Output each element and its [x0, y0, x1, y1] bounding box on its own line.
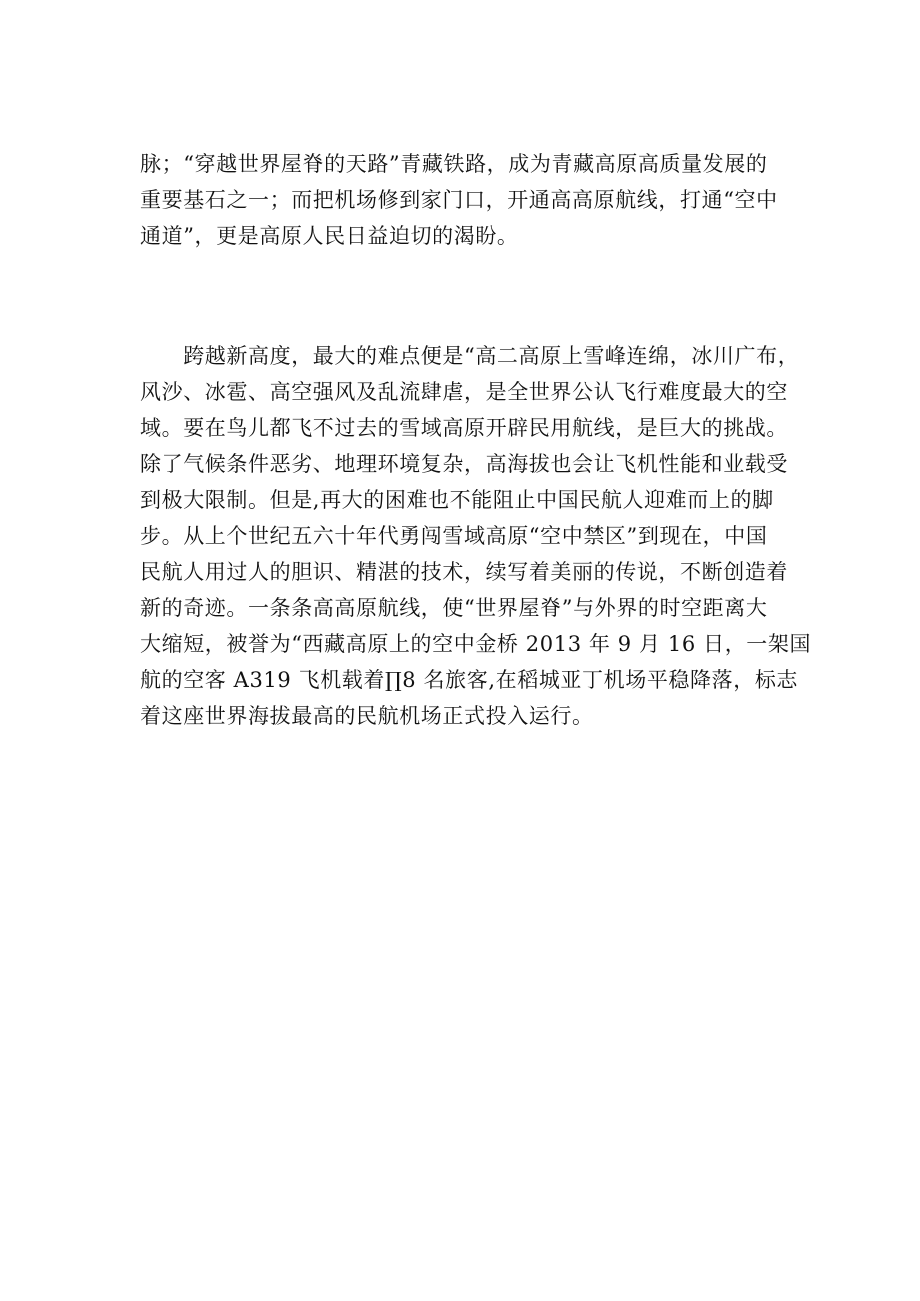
text-line: 航的空客 A319 飞机载着∏8 名旅客,在稻城亚丁机场平稳降落，标志	[140, 668, 799, 692]
text-line: 跨越新高度，最大的难点便是“高二高原上雪峰连绵，冰川广布，	[140, 344, 800, 368]
text-line: 域。要在鸟儿都飞不过去的雪域高原开辟民用航线，是巨大的挑战。	[140, 416, 788, 440]
text-line: 步。从上个世纪五六十年代勇闯雪域高原“空中禁区”到现在，中国	[140, 524, 768, 548]
text-line: 到极大限制。但是,再大的困难也不能阻止中国民航人迎难而上的脚	[140, 488, 774, 512]
paragraph-1	[140, 146, 790, 254]
text-line: 民航人用过人的胆识、精湛的技术，续写着美丽的传说，不断创造着	[140, 560, 788, 584]
text-line: 着这座世界海拔最高的民航机场正式投入运行。	[140, 704, 594, 728]
text-line: 脉；“穿越世界屋脊的天路”青藏铁路，成为青藏高原高质量发展的	[140, 152, 768, 176]
text-line: 风沙、冰雹、高空强风及乱流肆虐，是全世界公认飞行难度最大的空	[140, 380, 788, 404]
text-line: 重要基石之一；而把机场修到家门口，开通高高原航线，打通“空中	[140, 188, 778, 212]
text-line: 大缩短，被誉为“西藏高原上的空中金桥 2013 年 9 月 16 日，一架国	[140, 632, 812, 656]
paragraph-2	[140, 338, 812, 734]
text-line: 新的奇迹。一条条高高原航线，使“世界屋脊”与外界的时空距离大	[140, 596, 768, 620]
text-line: 通道”，更是高原人民日益迫切的渴盼。	[140, 224, 519, 248]
text-line: 除了气候条件恶劣、地理环境复杂，高海拔也会让飞机性能和业载受	[140, 452, 788, 476]
